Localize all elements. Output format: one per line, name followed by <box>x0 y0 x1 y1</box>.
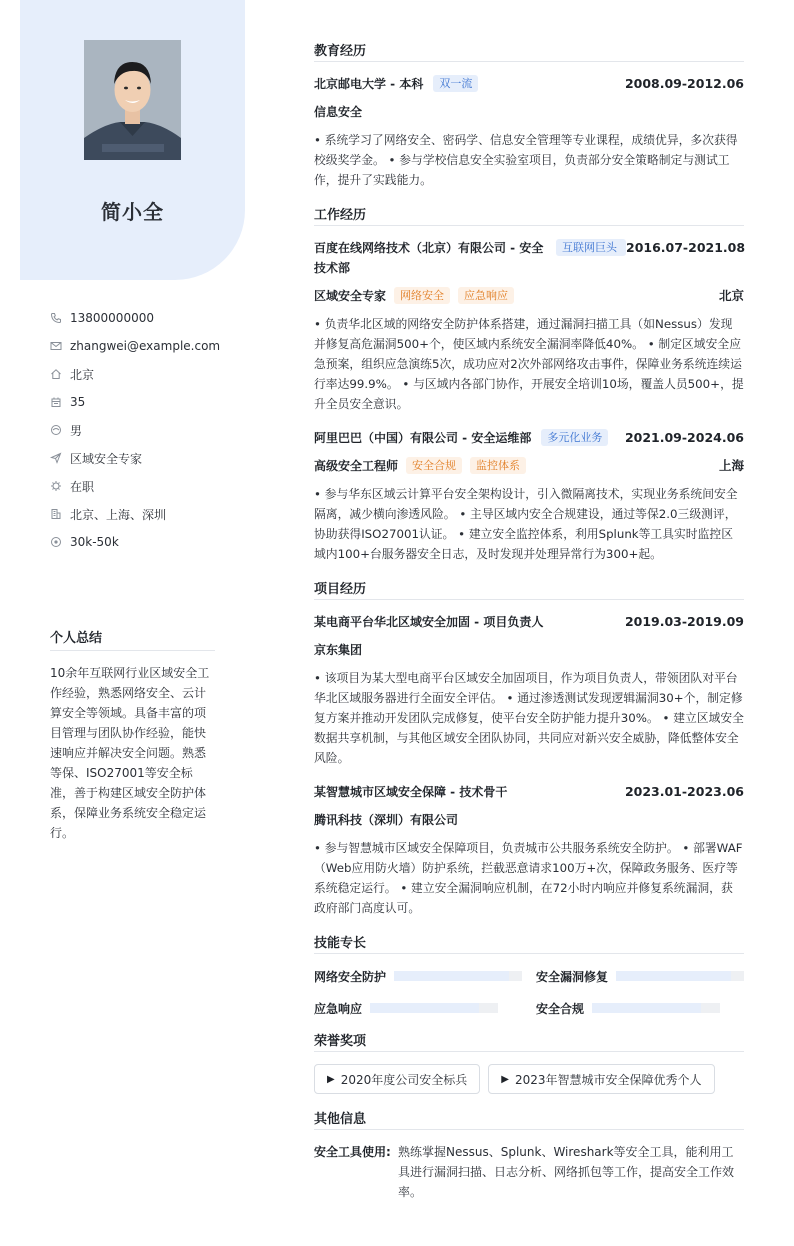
work-desc: • 参与华东区域云计算平台安全架构设计，引入微隔离技术，实现业务系统间安全隔离，减少横向渗透风险。 • 主导区域内安全合规建设，通过等保2.0三级测评，协助获得ISO27001认证。 • 建立安全监控体系，利用Splunk等工具实时监控区域内100+台服务器安全日志，及时发现并处理异常行为300+起。 <box>314 487 738 561</box>
company-tag: 互联网巨头 <box>556 239 626 256</box>
contact-cities <box>50 500 230 528</box>
skill-bar <box>592 1003 720 1013</box>
role: 区域安全专家 <box>314 289 387 303</box>
awards-title: 荣誉奖项 <box>314 1030 744 1052</box>
work-date: 2016.07-2021.08 <box>626 240 746 255</box>
skill-bar <box>394 971 522 981</box>
award-item[interactable] <box>488 1064 714 1094</box>
major: 信息安全 <box>314 105 363 119</box>
award-item[interactable] <box>314 1064 480 1094</box>
email-text: zhangwei@example.com <box>70 339 221 353</box>
other-section <box>314 1108 744 1202</box>
project-date: 2023.01-2023.06 <box>624 784 744 799</box>
skills-title: 技能专长 <box>314 932 744 954</box>
cities-text: 北京、上海、深圳 <box>70 507 167 522</box>
send-icon <box>50 452 62 464</box>
gender-text: 男 <box>70 423 83 438</box>
building-icon <box>50 508 62 520</box>
other-item <box>314 1142 744 1202</box>
age-text: 35 <box>70 395 86 409</box>
status-text: 在职 <box>70 479 95 494</box>
projects-title: 项目经历 <box>314 578 744 600</box>
work-city: 北京 <box>718 288 744 303</box>
company-name: 百度在线网络技术（北京）有限公司 - 安全技术部 <box>314 241 544 275</box>
award-label: 2023年智慧城市安全保障优秀个人 <box>514 1072 702 1087</box>
project-date: 2019.03-2019.09 <box>624 614 744 629</box>
profile-name: 简小全 <box>101 200 164 224</box>
gender-icon <box>50 424 62 436</box>
contact-location <box>50 360 230 388</box>
calendar-icon <box>50 396 62 408</box>
project-name: 某电商平台华北区域安全加固 - 项目负责人 <box>314 615 544 629</box>
skill-name: 应急响应 <box>314 1001 363 1016</box>
summary-text: 10余年互联网行业区域安全工作经验，熟悉网络安全、云计算安全等领域。具备丰富的项目管理与团队协作经验，能快速响应并解决安全问题。熟悉等保、ISO27001等安全标准，善于构建区域安全防护体系，保障业务系统安全稳定运行。 <box>50 666 210 840</box>
play-icon: ▶ <box>501 1073 509 1085</box>
skills-grid <box>314 966 744 1018</box>
role-tag: 监控体系 <box>470 457 526 474</box>
contact-list <box>50 304 230 556</box>
project-name: 某智慧城市区域安全保障 - 技术骨干 <box>314 785 508 799</box>
awards-list <box>314 1064 744 1094</box>
other-key: 安全工具使用: <box>314 1145 391 1159</box>
contact-gender <box>50 416 230 444</box>
summary-title: 个人总结 <box>50 627 215 651</box>
location-text: 北京 <box>70 367 95 382</box>
skill-name: 网络安全防护 <box>314 969 387 984</box>
skill-bar-fill <box>592 1003 701 1013</box>
mail-icon <box>50 340 62 352</box>
role-tag: 网络安全 <box>394 287 450 304</box>
award-label: 2020年度公司安全标兵 <box>340 1072 468 1087</box>
role: 高级安全工程师 <box>314 459 399 473</box>
skill-bar-fill <box>370 1003 479 1013</box>
contact-status <box>50 472 230 500</box>
education-date: 2008.09-2012.06 <box>624 76 744 91</box>
school-name: 北京邮电大学 - 本科 <box>314 77 424 91</box>
title-text: 区域安全专家 <box>70 451 143 466</box>
skill-bar-fill <box>394 971 509 981</box>
other-value: 熟练掌握Nessus、Splunk、Wireshark等安全工具，能利用工具进行漏洞扫描、日志分析、网络抓包等工作，提高安全工作效率。 <box>398 1145 735 1199</box>
work-section <box>314 204 744 564</box>
coin-icon <box>50 536 62 548</box>
school-tag: 双一流 <box>433 75 478 92</box>
contact-age <box>50 388 230 416</box>
project-desc: • 该项目为某大型电商平台区域安全加固项目，作为项目负责人，带领团队对平台华北区域服务器进行全面安全评估。 • 通过渗透测试发现逻辑漏洞30+个，制定修复方案并推动开发团队完成修复，使平台安全防护能力提升30%。 • 建立区域安全数据共享机制，与其他区域安全团队协同，共同应对新兴安全威胁，降低整体安全风险。 <box>314 671 744 765</box>
education-entry <box>314 74 744 190</box>
skill-name: 安全合规 <box>536 1001 585 1016</box>
skill-item <box>314 966 522 986</box>
skill-bar <box>370 1003 498 1013</box>
education-section <box>314 40 744 190</box>
project-entry <box>314 612 744 768</box>
education-title: 教育经历 <box>314 40 744 62</box>
skill-item <box>536 998 744 1018</box>
contact-phone <box>50 304 230 332</box>
work-entry <box>314 428 744 564</box>
phone-icon <box>50 312 62 324</box>
work-date: 2021.09-2024.06 <box>624 430 744 445</box>
role-tag: 应急响应 <box>458 287 514 304</box>
salary-text: 30k-50k <box>70 535 119 549</box>
status-icon <box>50 480 62 492</box>
project-org: 京东集团 <box>314 643 363 657</box>
skills-section <box>314 932 744 1018</box>
avatar <box>84 40 181 160</box>
main-content <box>314 40 744 1202</box>
work-city: 上海 <box>718 458 744 473</box>
contact-email <box>50 332 230 360</box>
project-org: 腾讯科技（深圳）有限公司 <box>314 813 459 827</box>
skill-bar-fill <box>616 971 731 981</box>
skill-name: 安全漏洞修复 <box>536 969 609 984</box>
company-tag: 多元化业务 <box>541 429 608 446</box>
work-desc: • 负责华北区域的网络安全防护体系搭建，通过漏洞扫描工具（如Nessus）发现并修复高危漏洞500+个，使区域内系统安全漏洞率降低40%。 • 制定区域安全应急预案，组织应急演练5次，成功应对2次外部网络攻击事件，保障业务系统连续运行率达99.9%。 • 与区域内各部门协作，开展安全培训10场，覆盖人员500+，提升全员安全意识。 <box>314 317 744 411</box>
company-name: 阿里巴巴（中国）有限公司 - 安全运维部 <box>314 431 532 445</box>
projects-section <box>314 578 744 918</box>
skill-bar <box>616 971 744 981</box>
skill-item <box>314 998 522 1018</box>
work-title: 工作经历 <box>314 204 744 226</box>
awards-section <box>314 1030 744 1094</box>
education-desc: • 系统学习了网络安全、密码学、信息安全管理等专业课程，成绩优异，多次获得校级奖学金。 • 参与学校信息安全实验室项目，负责部分安全策略制定与测试工作，提升了实践能力。 <box>314 133 738 187</box>
phone-text: 13800000000 <box>70 311 154 325</box>
skill-item <box>536 966 744 986</box>
work-entry <box>314 238 744 414</box>
other-title: 其他信息 <box>314 1108 744 1130</box>
role-tag: 安全合规 <box>406 457 462 474</box>
project-entry <box>314 782 744 918</box>
play-icon: ▶ <box>327 1073 335 1085</box>
contact-title <box>50 444 230 472</box>
project-desc: • 参与智慧城市区域安全保障项目，负责城市公共服务系统安全防护。 • 部署WAF（Web应用防火墙）防护系统，拦截恶意请求100万+次，保障政务服务、医疗等系统稳定运行。 • 建立安全漏洞响应机制，在72小时内响应并修复系统漏洞，获政府部门高度认可。 <box>314 841 743 915</box>
contact-salary <box>50 528 230 556</box>
home-icon <box>50 368 62 380</box>
